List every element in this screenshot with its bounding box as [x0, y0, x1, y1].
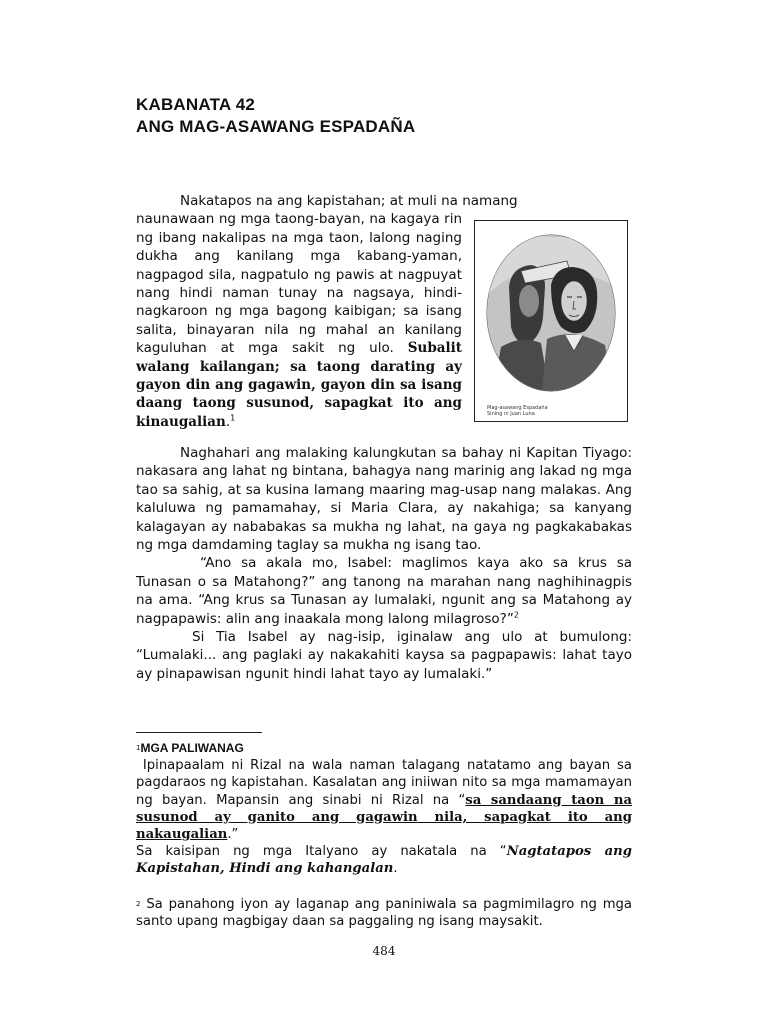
footnote-1-mark: 1 [136, 744, 141, 752]
footnote-2-text: Sa panahong iyon ay laganap ang paniniwala sa pagmimilagro ng mga santo upang magbigay daan sa paggaling ng isang maysakit. [136, 896, 632, 929]
paragraph-3-text: “Ano sa akala mo, Isabel: maglimos kaya ako sa krus sa Tunasan o sa Matahong?” ang tanong na marahan nang naghihinagpis na ama. “Ang krus sa Tunasan ay lumalaki, ngunit ang sa Matahong ay nagpapawis: alin ang inaakala mong lalong milagroso?” [136, 555, 632, 627]
footnote-ref-2: 2 [513, 610, 519, 620]
footnote-2-mark: 2 [136, 899, 141, 908]
opening-first-line: Nakatapos na ang kapistahan; at muli na namang [180, 193, 518, 209]
paragraph-4: Si Tia Isabel ay nag-isip, iginalaw ang ulo at bumulong: “Lumalaki... ang paglaki ay nakakahiti kaysa sa pagpapawis: lahat tayo ay pinapawisan ngunit hindi lahat tayo ay lumalaki.” [136, 629, 632, 682]
footnote-1 [136, 757, 632, 843]
footnote-1b-text: Sa kaisipan ng mga Italyano ay nakatala na “ [136, 844, 507, 860]
opening-wrapped-text: naunawaan ng mga taong-bayan, na kagaya rin ng ibang nakalipas na mga taon, lalong naging dukha ang kanilang mga kabang-yaman, nagpagod sila, nagpatulo ng pawis at nagpuyat nang hindi naman tunay na nagsaya, hindi-nagkaroon ng mga bagong kaibigan; sa isang salita, binayaran nila ng mahal an kanilang kaguluhan at mga sakit ng ulo. Subalit walang kailangan; sa taong darating ay gayon din ang gagawin, gayon din sa isang daang taong susunod, sapagkat ito ang kinaugalian.$^1$ [136, 211, 462, 430]
footnote-1-text: Ipinapaalam ni Rizal na wala naman talagang natatamo ang bayan sa pagdaraos ng kapistahan. Kasalatan ang iniiwan nito sa mga mamamayan ng bayan. Mapansin ang sinabi ni Rizal na “ [136, 758, 632, 808]
footnote-divider [136, 732, 262, 733]
footnote-1-quote: sa sandaang taon na susunod ay ganito ang gagawin nila, sapagkat ito ang nakaugalian [136, 792, 633, 843]
chapter-title: ANG MAG-ASAWANG ESPADAÑA [136, 117, 416, 136]
footnote-1b [136, 843, 632, 877]
page-number: 484 [372, 944, 396, 958]
paragraph-2: Naghahari ang malaking kalungkutan sa bahay ni Kapitan Tiyago: nakasara ang lahat ng bintana, bahagya nang marinig ang lakad ng mga tao sa sahig, at sa kusina lamang maaring mag-usap nang malakas. Ang kaluluwa ng pamamahay, si Maria Clara, ay nakahiga; sa kanyang kalagayan ay nababakas sa mukha ng lahat, na gaya ng pagkakabakas ng mga damdaming taglay sa mukha ng isang tao. [136, 445, 632, 554]
figure-caption [487, 405, 548, 417]
espadana-portrait-illustration [481, 227, 621, 401]
footnote-1b-end: . [393, 861, 398, 877]
footnotes-heading: MGA PALIWANAG [140, 741, 244, 755]
chapter-heading [136, 94, 415, 138]
footnote-2 [136, 896, 632, 930]
body-text [136, 444, 632, 683]
portrait-figure [474, 220, 628, 422]
caption-line-2: Sining ni Juan Luna [487, 411, 535, 417]
paragraph-3 [136, 554, 632, 628]
footnote-1-end: .” [227, 827, 239, 843]
caption-line-1: Mag-asawang Espadaña [487, 405, 548, 411]
footnote-1b-quote: Nagtatapos ang Kapistahan, Hindi ang kahangalan [136, 844, 632, 877]
footnote-ref-1: 1 [230, 413, 236, 423]
opening-text: naunawaan ng mga taong-bayan, na kagaya rin ng ibang nakalipas na mga taon, lalong naging dukha ang kanilang mga kabang-yaman, nagpagod sila, nagpatulo ng pawis at nagpuyat nang hindi naman tunay na nagsaya, hindi-nagkaroon ng mga bagong kaibigan; sa isang salita, binayaran nila ng mahal an kanilang kaguluhan at mga sakit ng ulo. [136, 211, 462, 357]
chapter-number: KABANATA 42 [136, 95, 256, 114]
footnotes [136, 740, 632, 930]
opening-bold-text: Subalit walang kailangan; sa taong darating ay gayon din ang gagawin, gayon din sa isang daang taong susunod, sapagkat ito ang kinaugalian [136, 340, 462, 430]
